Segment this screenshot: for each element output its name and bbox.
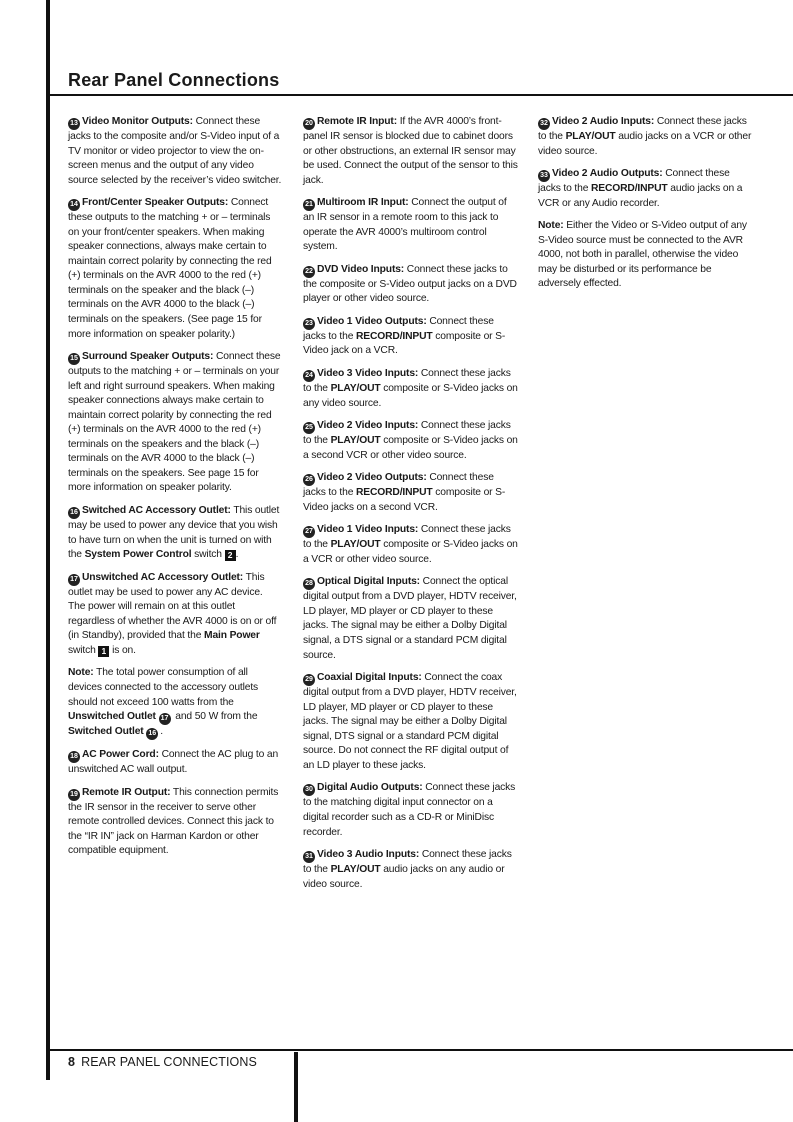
- entry-text: Connect these jacks to the matching digital input connector on a digital recorder such as a CD-R or MiniDisc recorder.: [303, 782, 516, 838]
- callout-number: 23: [303, 318, 315, 330]
- entry-text: switch: [191, 549, 225, 561]
- entry-text: Connect the output of an IR sensor in a remote room to this jack to operate the AVR 4000’s multiroom control system.: [303, 197, 507, 253]
- entry-term: Surround Speaker Outputs:: [82, 351, 214, 363]
- callout-number: 16: [146, 728, 158, 740]
- entry-term: Digital Audio Outputs:: [317, 782, 423, 794]
- entry-24: [303, 367, 519, 411]
- callout-number: 16: [68, 507, 80, 519]
- entry-text: composite or S-Video jacks on a second VCR or other video source.: [303, 435, 518, 461]
- entry-text: audio jacks on any audio or video source.: [303, 864, 505, 890]
- callout-number: 21: [303, 199, 315, 211]
- note-label: Note:: [68, 667, 94, 679]
- column-1: [68, 115, 282, 867]
- entry-term: Coaxial Digital Inputs:: [317, 672, 422, 684]
- callout-number: 27: [303, 526, 315, 538]
- entry-text: composite or S-Video jacks on any video source.: [303, 383, 518, 409]
- entry-bold-text: PLAY/OUT: [330, 864, 381, 876]
- note-video: [538, 219, 754, 292]
- entry-text: audio jacks on a VCR or any Audio recorder.: [538, 183, 743, 209]
- footer-vertical-bar: [294, 1052, 298, 1122]
- entry-bold-text: Main Power: [204, 630, 260, 642]
- callout-number: 13: [68, 118, 80, 130]
- entry-text: composite or S-Video jacks on a VCR or other video source.: [303, 539, 518, 565]
- entry-term: Video 2 Video Inputs:: [317, 420, 419, 432]
- entry-bold-text: RECORD/INPUT: [356, 330, 433, 342]
- callout-number: 14: [68, 199, 80, 211]
- callout-number: 20: [303, 118, 315, 130]
- footer-section-title: REAR PANEL CONNECTIONS: [81, 1055, 257, 1069]
- callout-number: 29: [303, 674, 315, 686]
- entry-term: Optical Digital Inputs:: [317, 576, 420, 588]
- entry-text: Connect the optical digital output from a DVD player, HDTV receiver, LD player, MD player or CD player to these jacks. The signal may be either a Dolby Digital signal, a DTS signal or a standard PCM digital source.: [303, 576, 517, 661]
- entry-text: Connect these jacks to the: [303, 524, 511, 551]
- entry-term: Video 1 Video Outputs:: [317, 315, 427, 327]
- note-label: Note:: [538, 220, 564, 232]
- column-2: [303, 115, 519, 900]
- entry-text: Connect these jacks to the: [303, 368, 511, 395]
- entry-27: [303, 523, 519, 567]
- callout-number: 32: [538, 118, 550, 130]
- callout-number: 15: [68, 353, 80, 365]
- entry-text: This connection permits the IR sensor in the receiver to serve other remote controlled devices. Connect this jack to the “IR IN” jack on Harman Kardon or other compatible equipment.: [68, 786, 279, 857]
- entry-text: switch: [68, 644, 99, 656]
- entry-bold-text: PLAY/OUT: [565, 131, 616, 142]
- entry-term: Unswitched AC Accessory Outlet:: [82, 571, 244, 583]
- note-text: and 50 W from the: [172, 711, 258, 723]
- entry-text: composite or S-Video jack on a VCR.: [303, 330, 506, 357]
- control-reference-number: 2: [225, 550, 236, 561]
- note-power: [68, 666, 282, 740]
- entry-term: Video 2 Audio Inputs:: [552, 116, 655, 127]
- entry-text: Connect these jacks to the: [303, 420, 511, 447]
- entry-text: Connect these outputs to the matching + or – terminals on your left and right surround speakers. When making speaker connections always make certain to maintain correct polarity by connecting the red (+) terminals on the AVR 4000 to the red (+) terminals on the speakers and the black (–) terminals on the AVR 4000 to the black (–) terminals on the speakers. See page 15 for more information on speaker polarity.: [68, 351, 281, 494]
- entry-23: [303, 315, 519, 359]
- entry-text: Connect these jacks to the: [303, 849, 512, 876]
- entry-17: [68, 571, 282, 659]
- entry-term: Remote IR Output:: [82, 786, 171, 798]
- note-text: The total power consumption of all devices connected to the accessory outlets should not exceed 100 watts from the: [68, 667, 259, 708]
- note-bold-text: Unswitched Outlet: [68, 711, 156, 723]
- entry-bold-text: PLAY/OUT: [330, 435, 381, 447]
- callout-number: 28: [303, 578, 315, 590]
- callout-number: 17: [68, 574, 80, 586]
- entry-term: DVD Video Inputs:: [317, 263, 405, 275]
- entry-bold-text: RECORD/INPUT: [356, 487, 433, 499]
- entry-33: [538, 167, 754, 211]
- control-reference-number: 1: [98, 646, 109, 657]
- entry-term: Video 1 Video Inputs:: [317, 524, 419, 536]
- left-vertical-bar: [46, 0, 50, 1080]
- note-text: .: [160, 726, 163, 738]
- entry-19: [68, 786, 282, 859]
- callout-number: 18: [68, 751, 80, 763]
- entry-term: Remote IR Input:: [317, 116, 397, 127]
- entry-15: [68, 350, 282, 496]
- entry-16: [68, 504, 282, 563]
- entry-text: Connect these jacks to the: [538, 116, 747, 142]
- column-3: [538, 115, 754, 300]
- entry-term: Video 3 Video Inputs:: [317, 368, 419, 380]
- entry-13: [68, 115, 282, 188]
- entry-29: [303, 671, 519, 773]
- entry-text: If the AVR 4000’s front-panel IR sensor is blocked due to cabinet doors or other obstructions, an external IR sensor may be used. Connect the output of the sensor to this jack.: [303, 116, 518, 186]
- entry-30: [303, 781, 519, 840]
- note-bold-text: Switched Outlet: [68, 726, 144, 738]
- entry-text: composite or S-Video jacks on a second VCR.: [303, 487, 506, 513]
- entry-term: Video 2 Audio Outputs:: [552, 168, 663, 180]
- note-text: Either the Video or S-Video output of any S-Video source must be connected to the AVR 4000, not both in parallel, otherwise the video may be disturbed or its performance be adversely effected.: [538, 220, 747, 290]
- callout-number: 26: [303, 474, 315, 486]
- entry-text: audio jacks on a VCR or other video source.: [538, 131, 752, 157]
- entry-text: Connect these jacks to the composite and/or S-Video input of a TV monitor or video projector to view the on-screen menus and the output of any video source selected by the receiver’s video switcher.: [68, 116, 282, 186]
- entry-20: [303, 115, 519, 188]
- page-number: 8: [68, 1055, 76, 1069]
- entry-text: This outlet may be used to power any AC device. The power will remain on at this outlet regardless of whether the AVR 4000 is on or off (in Standby), provided that the: [68, 571, 277, 642]
- entry-term: Front/Center Speaker Outputs:: [82, 197, 229, 209]
- entry-32: [538, 115, 754, 159]
- callout-number: 31: [303, 851, 315, 863]
- entry-text: .: [235, 549, 239, 561]
- entry-text: is on.: [109, 644, 136, 656]
- entry-25: [303, 419, 519, 463]
- header-rule: [46, 94, 793, 96]
- entry-text: Connect these outputs to the matching + or – terminals on your front/center speakers. When making speaker connections, always make certain to maintain correct polarity by connecting the red (+) terminals on the AVR 4000 to the red (+) terminals on the speaker and the black (–) terminals on the AVR 4000 to the black (–) terminals on the speakers. (See page 15 for more information on speaker polarity.): [68, 197, 272, 340]
- callout-number: 22: [303, 266, 315, 278]
- entry-18: [68, 748, 282, 778]
- entry-22: [303, 263, 519, 307]
- entry-term: Multiroom IR Input:: [317, 197, 409, 209]
- entry-31: [303, 848, 519, 892]
- entry-text: Connect these jacks to the: [303, 315, 494, 342]
- entry-text: Connect the AC plug to an unswitched AC wall output.: [68, 749, 279, 776]
- callout-number: 24: [303, 370, 315, 382]
- callout-number: 33: [538, 170, 550, 182]
- entry-text: Connect these jacks to the: [303, 472, 494, 499]
- entry-term: Video 2 Video Outputs:: [317, 472, 427, 484]
- entry-text: Connect these jacks to the: [538, 168, 730, 195]
- entry-term: Video Monitor Outputs:: [82, 116, 193, 127]
- callout-number: 25: [303, 422, 315, 434]
- callout-number: 19: [68, 789, 80, 801]
- entry-bold-text: System Power Control: [84, 549, 192, 561]
- entry-21: [303, 196, 519, 255]
- entry-text: Connect these jacks to the composite or S-Video output jacks on a DVD player or other video source.: [303, 263, 517, 305]
- entry-term: Switched AC Accessory Outlet:: [82, 505, 231, 517]
- entry-bold-text: RECORD/INPUT: [591, 183, 668, 195]
- entry-text: Connect the coax digital output from a DVD player, HDTV receiver, LD player, MD player or CD player to these jacks. The signal may be either a Dolby Digital signal, DTS signal or a standard PCM digital source. Do not connect the RF digital output of an LD player to these jacks.: [303, 672, 517, 771]
- entry-26: [303, 471, 519, 515]
- entry-bold-text: PLAY/OUT: [330, 539, 381, 551]
- footer-rule: [46, 1049, 793, 1051]
- page-footer: [68, 1055, 257, 1069]
- entry-term: Video 3 Audio Inputs:: [317, 849, 420, 861]
- page-title: Rear Panel Connections: [68, 70, 280, 90]
- entry-14: [68, 196, 282, 342]
- callout-number: 17: [159, 713, 171, 725]
- callout-number: 30: [303, 784, 315, 796]
- entry-bold-text: PLAY/OUT: [330, 383, 381, 395]
- entry-28: [303, 575, 519, 663]
- entry-text: This outlet may be used to power any device that you wish to have turn on when the unit is turned on with the: [68, 505, 280, 561]
- entry-term: AC Power Cord:: [82, 749, 159, 761]
